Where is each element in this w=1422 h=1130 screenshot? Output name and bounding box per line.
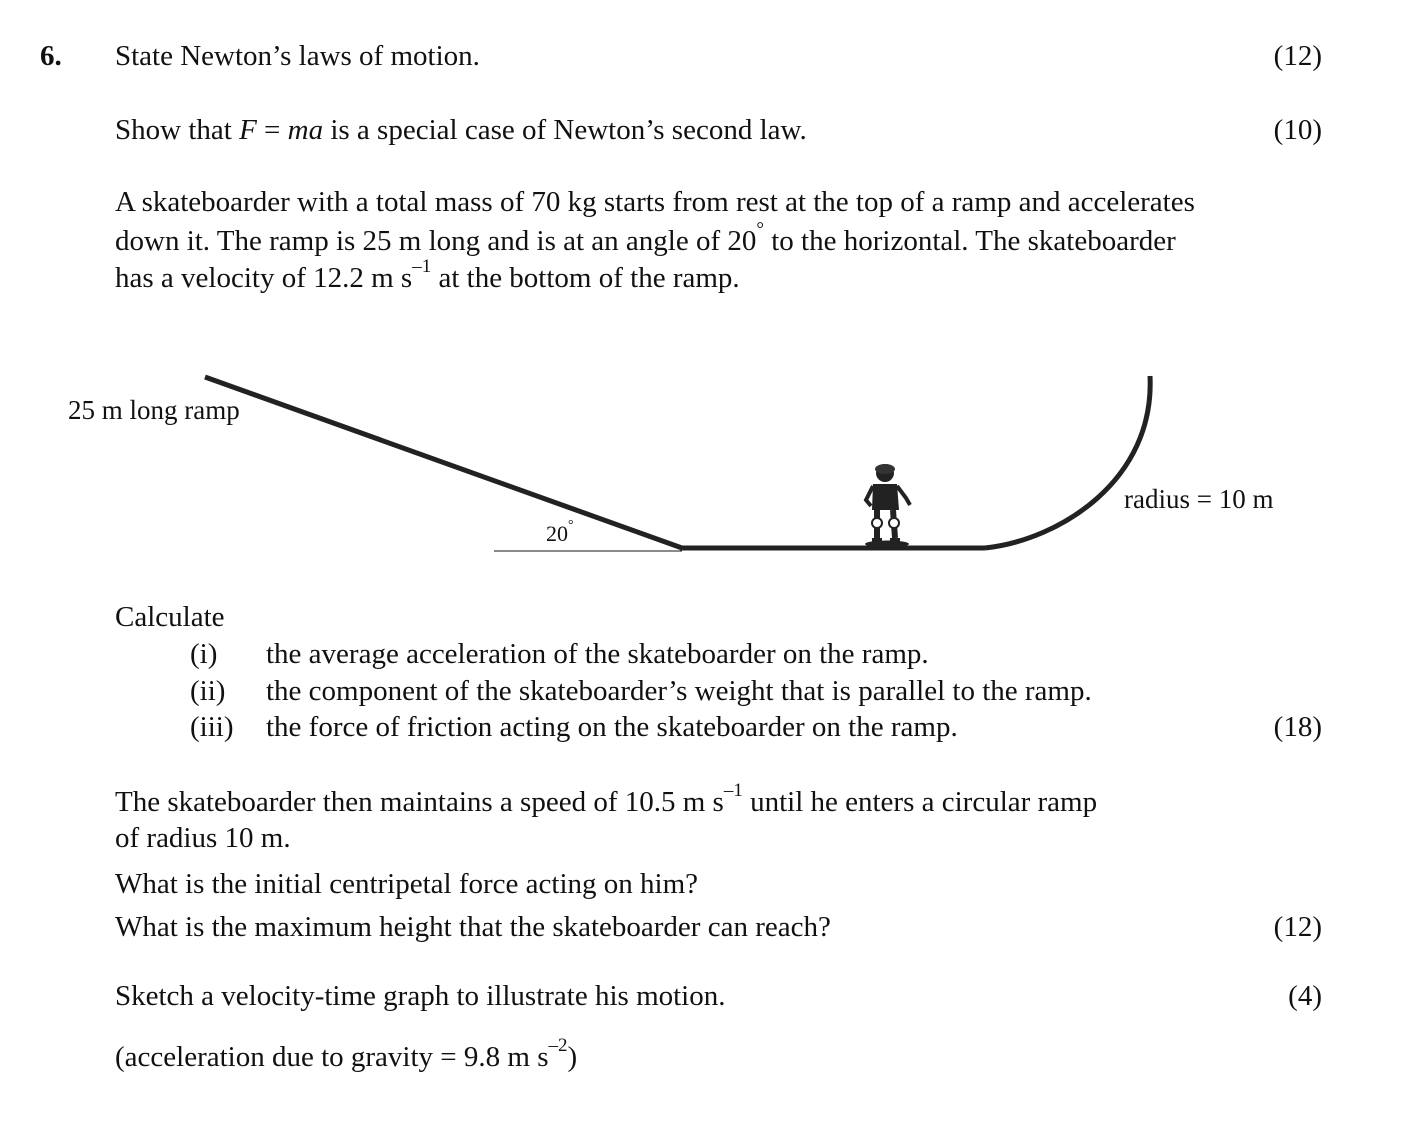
skateboarder-figure (865, 464, 910, 550)
inclined-ramp (205, 377, 682, 548)
marks-circular: (12) (1273, 911, 1322, 943)
marks-newtons-laws: (12) (1273, 40, 1322, 72)
f-ma-pre: Show that (115, 114, 240, 146)
calc-item-num-i: (i) (190, 638, 218, 670)
scenario-line-1: A skateboarder with a total mass of 70 kg starts from rest at the top of a ramp and accelerates (115, 186, 1195, 218)
angle-label (546, 517, 574, 546)
circular-line-1-post: until he enters a circular ramp (742, 786, 1098, 818)
marks-calculate: (18) (1273, 711, 1322, 743)
centripetal-question: What is the initial centripetal force acting on him? (115, 868, 699, 900)
angle-value: 20 (546, 521, 568, 546)
circular-line-2: of radius 10 m. (115, 822, 291, 854)
circular-line-1-pre: The skateboarder then maintains a speed of 10.5 m s (115, 786, 724, 818)
marks-f-ma: (10) (1273, 114, 1322, 146)
sketch-question: Sketch a velocity-time graph to illustrate his motion. (115, 980, 726, 1012)
scenario-line-2-pre: down it. The ramp is 25 m long and is at an angle of 20 (115, 225, 757, 257)
calc-item-num-ii: (ii) (190, 675, 226, 707)
degree-symbol: ° (756, 219, 764, 241)
unit-exponent: –1 (412, 256, 432, 278)
gravity-pre: (acceleration due to gravity = 9.8 m s (115, 1041, 549, 1073)
calc-item-iii: the force of friction acting on the skateboarder on the ramp. (266, 711, 958, 743)
speed-exponent: –1 (723, 780, 743, 802)
circular-line-1 (115, 780, 1098, 818)
gravity-exponent: –2 (548, 1035, 568, 1057)
calc-item-ii: the component of the skateboarder’s weight that is parallel to the ramp. (266, 675, 1092, 707)
f-symbol: F (239, 114, 257, 146)
scenario-line-3-pre: has a velocity of 12.2 m s (115, 262, 413, 294)
calculate-heading: Calculate (115, 601, 225, 633)
ma-symbol: ma (287, 114, 324, 146)
ramp-length-label: 25 m long ramp (68, 395, 240, 425)
scenario-line-2-post: to the horizontal. The skateboarder (764, 225, 1176, 257)
scenario-line-3-post: at the bottom of the ramp. (431, 262, 740, 294)
circular-ramp (985, 376, 1150, 548)
f-ma-post: is a special case of Newton’s second law. (323, 114, 807, 146)
calc-item-num-iii: (iii) (190, 711, 234, 743)
marks-sketch: (4) (1288, 980, 1322, 1012)
max-height-question: What is the maximum height that the skateboarder can reach? (115, 911, 831, 943)
part-newtons-laws: State Newton’s laws of motion. (115, 40, 480, 72)
radius-label: radius = 10 m (1124, 484, 1274, 514)
gravity-post: ) (567, 1041, 578, 1073)
calc-item-i: the average acceleration of the skateboarder on the ramp. (266, 638, 929, 670)
equals-sign: = (256, 114, 288, 146)
question-number: 6. (40, 40, 62, 72)
gravity-note (115, 1035, 578, 1073)
angle-degree: ° (568, 517, 574, 533)
